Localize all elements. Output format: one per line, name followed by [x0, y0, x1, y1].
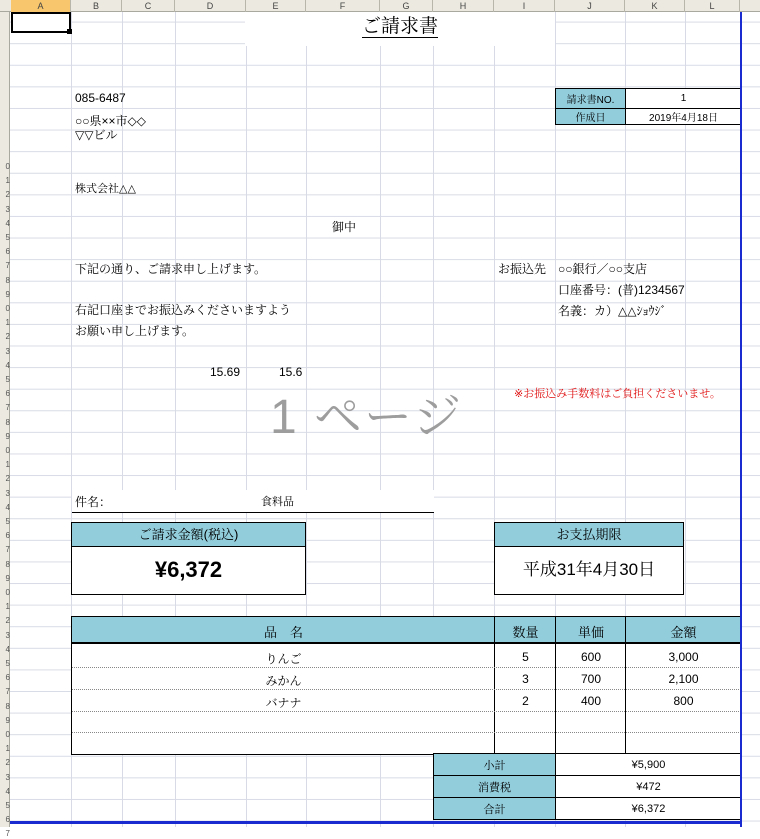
table-row [72, 668, 741, 690]
column-header[interactable]: I [494, 0, 555, 12]
row-header[interactable]: 7 [5, 403, 10, 413]
page-break-line [10, 821, 742, 824]
greeting-line-3: お願い申し上げます。 [75, 324, 195, 338]
address-line-2: ▽▽ビル [75, 128, 118, 142]
invoice-info-table [555, 88, 742, 125]
row-header[interactable]: 2 [5, 190, 10, 200]
row-header[interactable]: 6 [5, 673, 10, 683]
row-header[interactable]: 3 [5, 772, 10, 782]
item-unit: 400 [580, 694, 602, 708]
row-header[interactable]: 2 [5, 758, 10, 768]
items-table [71, 616, 742, 755]
row-header[interactable]: 9 [5, 715, 10, 725]
row-header[interactable]: 2 [5, 616, 10, 626]
item-amount: 3,000 [668, 650, 699, 664]
row-header[interactable]: 2 [5, 332, 10, 342]
item-unit: 700 [580, 672, 602, 686]
row-header[interactable]: 1 [5, 176, 10, 186]
fee-note: ※お振込み手数料はご負担くださいませ。 [514, 388, 721, 400]
invoice-no-label: 請求書NO. [556, 89, 626, 109]
row-header[interactable]: 5 [5, 375, 10, 384]
row-header[interactable]: 4 [5, 218, 10, 228]
row-header[interactable]: 9 [5, 431, 10, 441]
row-header[interactable]: 7 [5, 545, 10, 555]
row-header[interactable]: 3 [5, 630, 10, 640]
row-header[interactable]: 2 [5, 474, 10, 484]
item-amount: 2,100 [668, 672, 699, 686]
table-row [72, 712, 741, 733]
account-number: 口座番号：(普)1234567 [558, 283, 685, 297]
column-header[interactable]: B [71, 0, 122, 12]
greeting-line-2: 右記口座までお振込みくださいますよう [75, 303, 292, 317]
subject-row [72, 490, 434, 513]
column-header[interactable]: A [11, 0, 71, 12]
row-header[interactable]: 0 [5, 730, 10, 739]
row-header[interactable]: 4 [5, 502, 10, 512]
row-header[interactable]: 9 [5, 289, 10, 299]
item-qty: 5 [522, 650, 529, 664]
column-header[interactable]: K [625, 0, 685, 12]
row-header[interactable]: 0 [5, 162, 10, 171]
table-row [72, 646, 741, 668]
invoice-title: ご請求書 [245, 12, 555, 46]
row-header-bar [0, 12, 10, 839]
row-header[interactable]: 3 [5, 488, 10, 498]
row-header[interactable]: 4 [5, 360, 10, 370]
cell-number: 15.69 [210, 365, 241, 379]
active-cell[interactable] [11, 12, 71, 33]
column-header[interactable]: D [175, 0, 246, 12]
date-label: 作成日 [556, 109, 626, 125]
bank-label: お振込先 [498, 262, 547, 276]
item-qty: 3 [522, 672, 529, 686]
column-header[interactable]: F [306, 0, 380, 12]
subject-label: 件名： [75, 495, 112, 509]
row-header[interactable]: 8 [5, 275, 10, 285]
column-header[interactable]: L [685, 0, 740, 12]
items-header-qty: 数量 [512, 625, 539, 640]
row-header[interactable]: 1 [5, 744, 10, 754]
subtotal-value: ¥5,900 [556, 754, 742, 776]
row-header[interactable]: 8 [5, 417, 10, 427]
payment-due-box [494, 522, 684, 595]
subject-value: 食料品 [261, 496, 294, 508]
issue-date: 2019年4月18日 [626, 109, 742, 125]
row-header[interactable]: 9 [5, 573, 10, 583]
row-header[interactable]: 8 [5, 559, 10, 569]
account-holder: 名義：カ）△△ｼｮｳｼﾞ [558, 304, 667, 318]
billing-amount-label: ご請求金額(税込) [72, 523, 305, 547]
row-header[interactable]: 7 [5, 261, 10, 271]
row-header[interactable]: 4 [5, 786, 10, 796]
item-name: みかん [265, 674, 302, 688]
row-header[interactable]: 6 [5, 247, 10, 257]
row-header[interactable]: 1 [5, 460, 10, 470]
company-name: 株式会社△△ [75, 183, 136, 195]
bank-name: ○○銀行／○○支店 [558, 262, 647, 276]
total-label: 合計 [434, 798, 556, 820]
row-header[interactable]: 4 [5, 644, 10, 654]
cell-number: 15.6 [279, 365, 303, 379]
row-header[interactable]: 5 [5, 233, 10, 242]
row-header[interactable]: 6 [5, 815, 10, 825]
row-header[interactable]: 7 [5, 687, 10, 697]
address-line-1: ○○県××市◇◇ [75, 114, 146, 128]
item-name: バナナ [265, 696, 302, 710]
tax-label: 消費税 [434, 776, 556, 798]
items-header-name: 品 名 [263, 625, 303, 640]
items-header-amount: 金額 [670, 625, 697, 640]
row-header[interactable]: 1 [5, 602, 10, 612]
items-header-row [72, 617, 741, 644]
fill-handle[interactable] [67, 29, 72, 34]
item-amount: 800 [673, 694, 694, 708]
totals-table [433, 753, 742, 820]
subtotal-label: 小計 [434, 754, 556, 776]
column-header-bar [0, 0, 760, 12]
row-header[interactable]: 0 [5, 588, 10, 597]
row-header[interactable]: 3 [5, 346, 10, 356]
payment-due-label: お支払期限 [495, 523, 683, 547]
items-header-unit: 単価 [577, 625, 604, 640]
total-value: ¥6,372 [556, 798, 742, 820]
table-row [72, 690, 741, 712]
column-header[interactable]: C [122, 0, 175, 12]
item-unit: 600 [580, 650, 602, 664]
tax-value: ¥472 [556, 776, 742, 798]
page-watermark: 1 ページ [270, 391, 464, 444]
row-header[interactable]: 5 [5, 801, 10, 810]
column-header[interactable]: J [555, 0, 625, 12]
row-header[interactable]: 0 [5, 304, 10, 313]
row-header[interactable]: 7 [5, 829, 10, 839]
greeting-line-1: 下記の通り、ご請求申し上げます。 [75, 262, 267, 276]
page-break-line [740, 12, 742, 827]
row-header[interactable]: 6 [5, 389, 10, 399]
column-header[interactable]: E [246, 0, 306, 12]
billing-amount: ¥6,372 [154, 557, 223, 582]
item-qty: 2 [522, 694, 529, 708]
column-header[interactable]: H [433, 0, 494, 12]
row-header[interactable]: 3 [5, 204, 10, 214]
payment-due-date: 平成31年4月30日 [522, 560, 656, 579]
row-header[interactable]: 5 [5, 517, 10, 526]
honorific: 御中 [332, 220, 357, 234]
billing-amount-box [71, 522, 306, 595]
invoice-no: 1 [626, 89, 742, 109]
postal-code: 085-6487 [75, 91, 126, 105]
column-header[interactable]: G [380, 0, 433, 12]
item-name: りんご [265, 652, 302, 666]
row-header[interactable]: 0 [5, 446, 10, 455]
row-header[interactable]: 8 [5, 701, 10, 711]
row-header[interactable]: 1 [5, 318, 10, 328]
row-header[interactable]: 6 [5, 531, 10, 541]
row-header[interactable]: 5 [5, 659, 10, 668]
